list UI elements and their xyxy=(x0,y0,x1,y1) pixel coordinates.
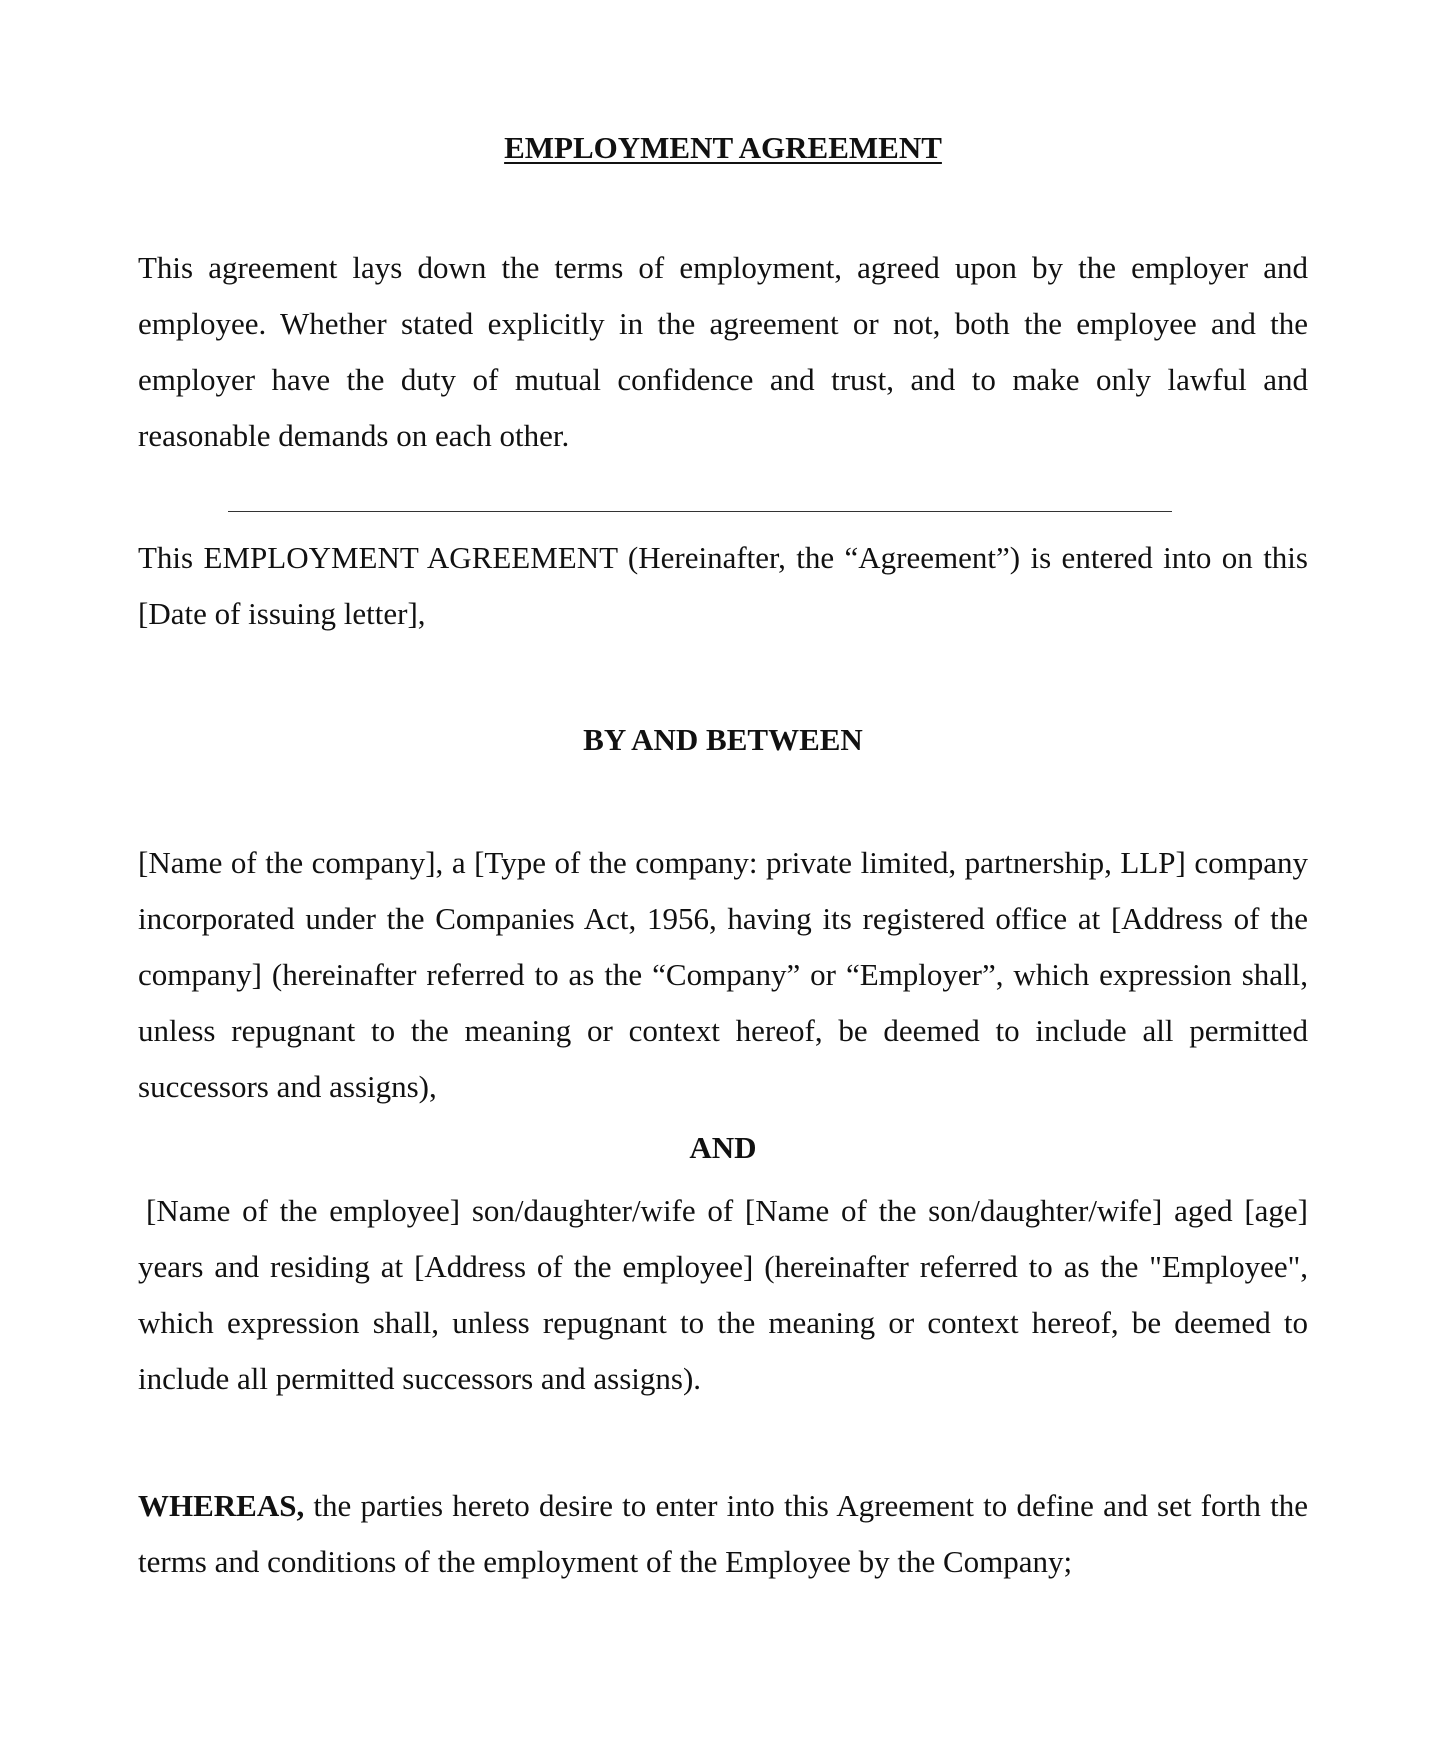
document-title-text: EMPLOYMENT AGREEMENT xyxy=(504,130,942,165)
employee-party-text: [Name of the employee] son/daughter/wife of [Name of the son/daughter/wife] aged [age] years and residing at [Address of the employee] (hereinafter referred to as the "Employee", which expression shall, unless repugnant to the meaning or context hereof, be deemed to include all permitted successors and assigns). xyxy=(138,1193,1308,1396)
whereas-paragraph xyxy=(138,1478,1308,1590)
document-title xyxy=(138,128,1308,168)
and-heading: AND xyxy=(689,1130,757,1165)
section-divider xyxy=(228,511,1172,512)
entered-into-paragraph: This EMPLOYMENT AGREEMENT (Hereinafter, the “Agreement”) is entered into on this [Date of issuing letter], xyxy=(138,540,1308,631)
employee-party-paragraph xyxy=(138,1183,1308,1407)
intro-paragraph: This agreement lays down the terms of employment, agreed upon by the employer and employee. Whether stated explicitly in the agreement or not, both the employee and the employer have the duty of mutual confidence and trust, and to make only lawful and reasonable demands on each other. xyxy=(138,250,1308,453)
whereas-lead: WHEREAS, xyxy=(138,1488,305,1523)
company-party-paragraph: [Name of the company], a [Type of the company: private limited, partnership, LLP] company incorporated under the Companies Act, 1956, having its registered office at [Address of the company] (hereinafter referred to as the “Company” or “Employer”, which expression shall, unless repugnant to the meaning or context hereof, be deemed to include all permitted successors and assigns), xyxy=(138,845,1308,1104)
whereas-text: the parties hereto desire to enter into this Agreement to define and set forth the terms and conditions of the employment of the Employee by the Company; xyxy=(138,1488,1308,1579)
by-and-between-heading: BY AND BETWEEN xyxy=(583,722,863,757)
